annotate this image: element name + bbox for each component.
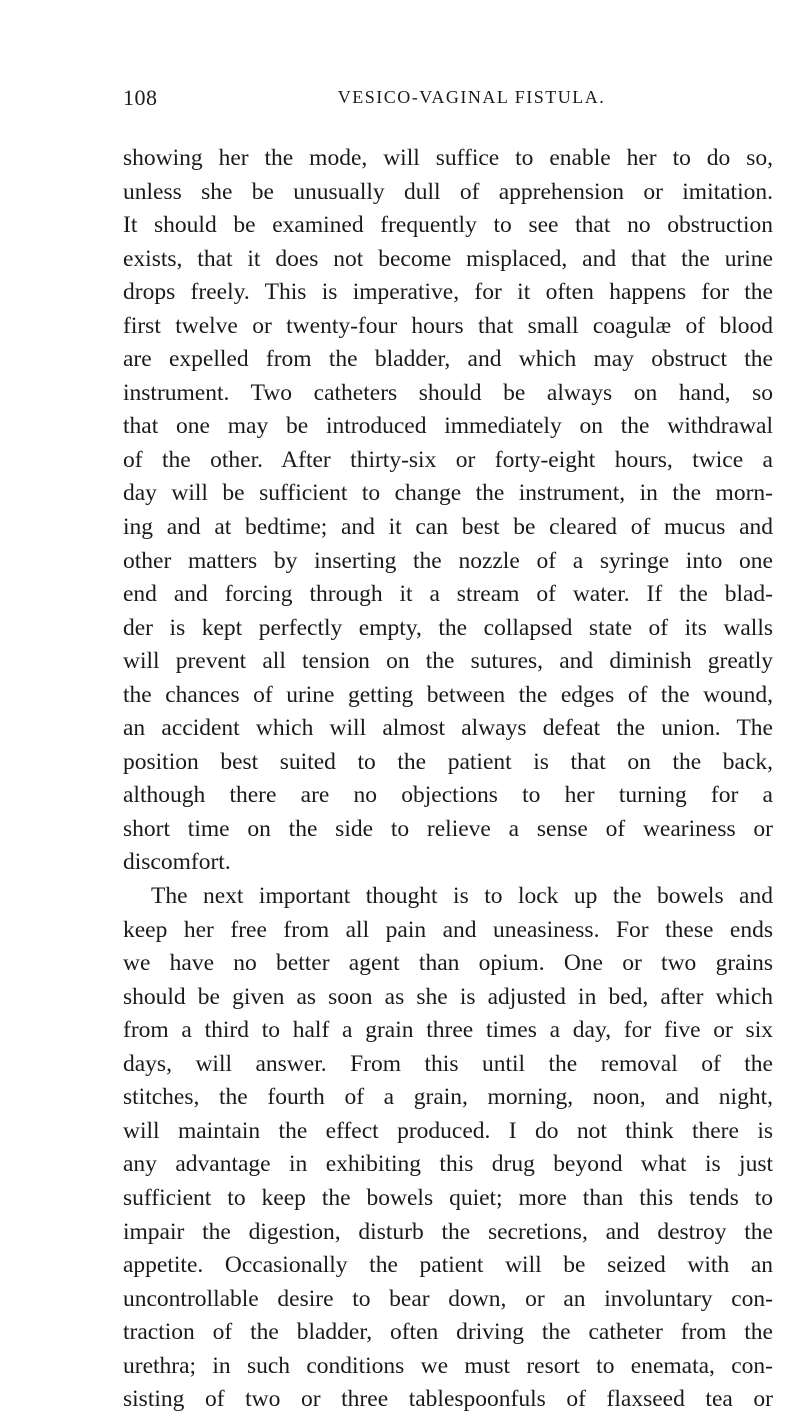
text-line: instrument. Two catheters should be always on hand, so (123, 379, 773, 406)
running-title: VESICO-VAGINAL FISTULA. (337, 87, 606, 107)
text-line: der is kept perfectly empty, the collapsed state of its walls (123, 614, 773, 641)
text-line: that one may be introduced immediately on the withdrawal (123, 413, 773, 440)
text-line: showing her the mode, will suffice to enable her to do so, (123, 145, 773, 171)
text-line: urethra; in such conditions we must resort to enemata, con- (123, 1352, 773, 1379)
text-line: It should be examined frequently to see that no obstruction (123, 212, 773, 239)
text-line: uncontrollable desire to bear down, or an involuntary con- (123, 1285, 773, 1312)
text-line: impair the digestion, disturb the secretions, and destroy the (123, 1218, 773, 1245)
text-line: from a third to half a grain three times a day, for five or six (123, 1017, 773, 1044)
text-line: keep her free from all pain and uneasiness. For these ends (123, 916, 773, 943)
text-line: day will be sufficient to change the instrument, in the morn- (123, 480, 773, 507)
text-line: exists, that it does not become misplaced, and that the urine (123, 245, 773, 272)
paragraph-end-line: discomfort. (123, 849, 231, 876)
text-line: are expelled from the bladder, and which may obstruct the (123, 346, 773, 373)
text-line: end and forcing through it a stream of water. If the blad- (123, 581, 773, 608)
text-line: appetite. Occasionally the patient will be seized with an (123, 1252, 773, 1279)
paragraph-start-line: The next important thought is to lock up the bowels and (151, 883, 773, 910)
text-line: an accident which will almost always defeat the union. The (123, 715, 773, 742)
text-line: any advantage in exhibiting this drug beyond what is just (123, 1151, 773, 1178)
text-line: will maintain the effect produced. I do not think there is (123, 1117, 773, 1144)
text-line: ing and at bedtime; and it can best be cleared of mucus and (123, 514, 773, 541)
text-line: will prevent all tension on the sutures, and diminish greatly (123, 648, 773, 675)
text-line: first twelve or twenty-four hours that small coagulæ of blood (123, 312, 773, 339)
text-line: days, will answer. From this until the removal of the (123, 1050, 773, 1077)
text-line: drops freely. This is imperative, for it often happens for the (123, 279, 773, 306)
text-line: position best suited to the patient is that on the back, (123, 748, 773, 775)
text-line: should be given as soon as she is adjusted in bed, after which (123, 983, 773, 1010)
text-line: stitches, the fourth of a grain, morning, noon, and night, (123, 1084, 773, 1111)
text-line: short time on the side to relieve a sense of weariness or (123, 815, 773, 842)
text-line: the chances of urine getting between the edges of the wound, (123, 681, 773, 708)
running-head (123, 85, 760, 119)
text-line: although there are no objections to her turning for a (123, 782, 773, 809)
text-line: sisting of two or three tablespoonfuls of flaxseed tea or (123, 1386, 773, 1413)
page-number: 108 (123, 85, 158, 110)
text-line: other matters by inserting the nozzle of a syringe into one (123, 547, 773, 574)
text-line: unless she be unusually dull of apprehension or imitation. (123, 178, 773, 205)
body-text (123, 142, 773, 1417)
text-line: we have no better agent than opium. One or two grains (123, 950, 773, 977)
text-line: traction of the bladder, often driving the catheter from the (123, 1319, 773, 1346)
text-line: sufficient to keep the bowels quiet; more than this tends to (123, 1184, 773, 1211)
text-line: of the other. After thirty-six or forty-eight hours, twice a (123, 446, 773, 473)
